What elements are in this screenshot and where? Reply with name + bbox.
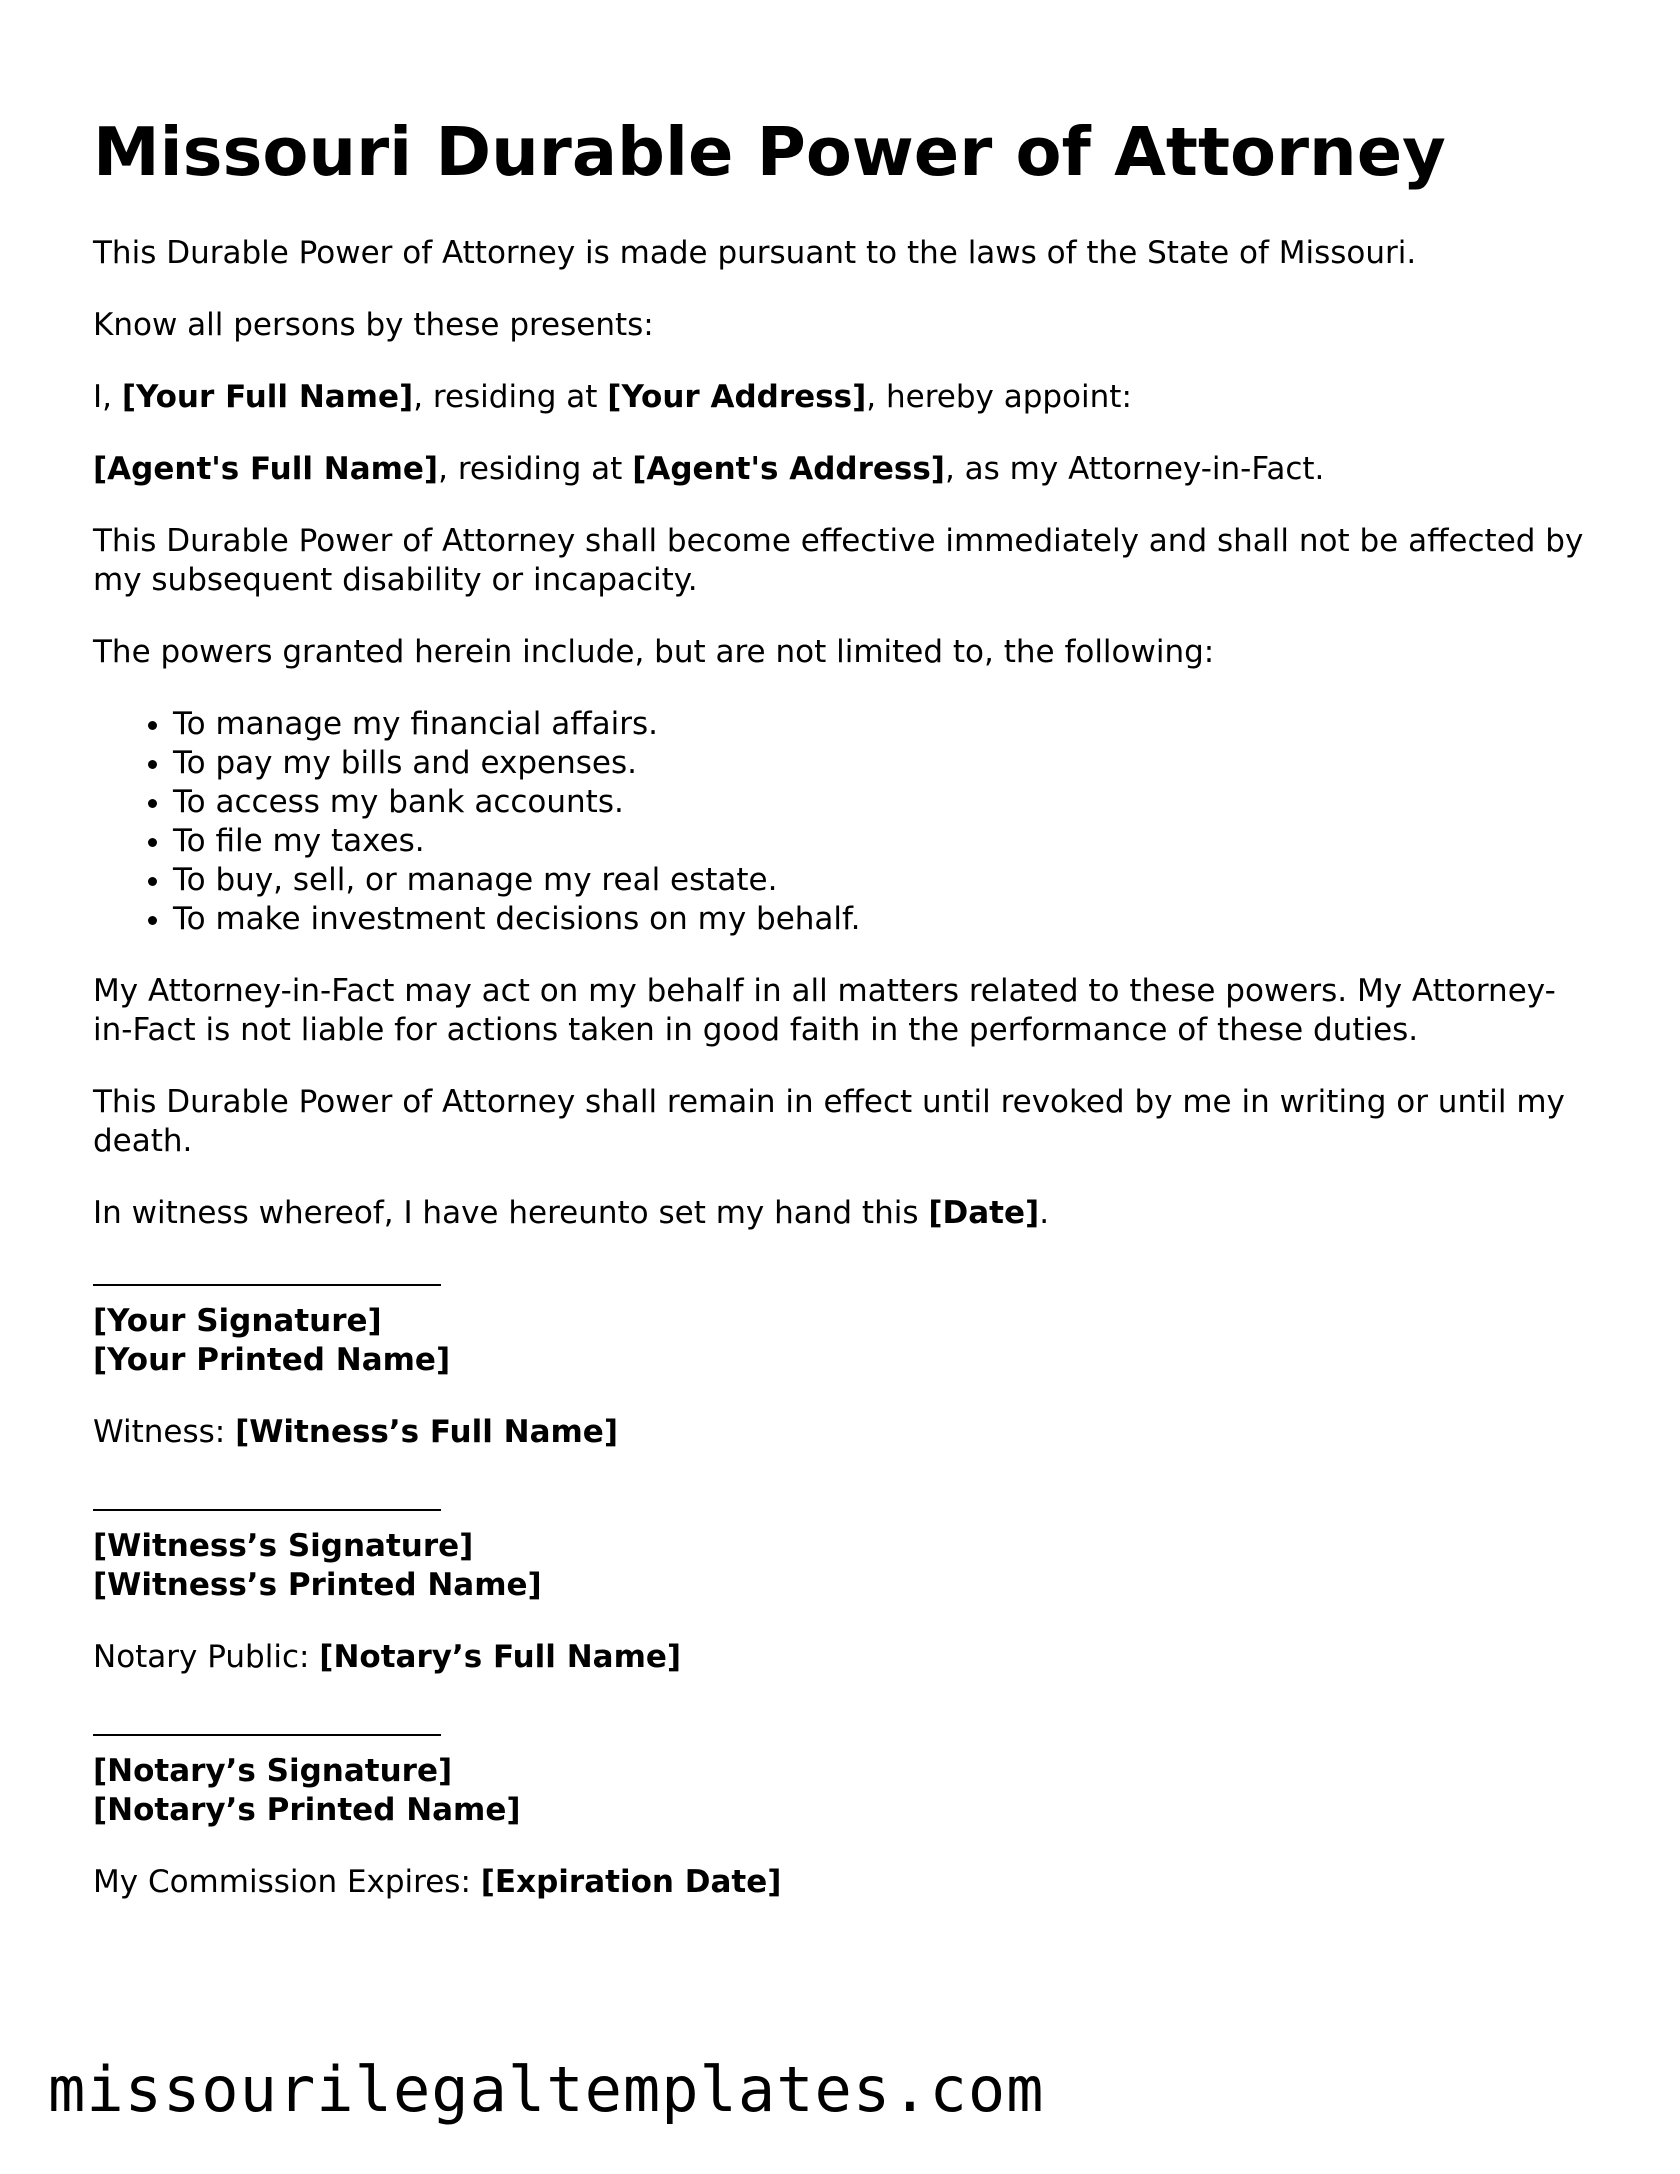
notary-label: Notary Public: — [93, 1639, 320, 1675]
list-item: • To make investment decisions on my behalf. — [173, 900, 1593, 939]
list-item: • To file my taxes. — [173, 822, 1593, 861]
powers-list — [93, 705, 1593, 939]
principal-signature-placeholder: [Your Signature] — [93, 1303, 382, 1339]
site-watermark: missourilegaltemplates.com — [48, 2053, 1045, 2126]
list-item: • To manage my financial affairs. — [173, 705, 1593, 744]
list-item: • To access my bank accounts. — [173, 783, 1593, 822]
document — [93, 112, 1593, 1935]
agent-name-placeholder: [Agent's Full Name] — [93, 451, 439, 487]
principal-address-placeholder: [Your Address] — [607, 379, 867, 415]
principal-signature-block — [93, 1266, 1593, 1380]
notary-signature-line[interactable] — [93, 1716, 441, 1736]
witness-signature-line[interactable] — [93, 1491, 441, 1511]
witness-signature-placeholder: [Witness’s Signature] — [93, 1528, 474, 1564]
notary-signature-placeholder: [Notary’s Signature] — [93, 1753, 453, 1789]
list-item: • To pay my bills and expenses. — [173, 744, 1593, 783]
principal-printed-name-placeholder: [Your Printed Name] — [93, 1342, 451, 1378]
commission-label: My Commission Expires: — [93, 1864, 481, 1900]
witness-signature-block — [93, 1491, 1593, 1605]
notary-printed-name-placeholder: [Notary’s Printed Name] — [93, 1792, 521, 1828]
principal-middle: , residing at — [413, 379, 608, 415]
agent-suffix: , as my Attorney-in-Fact. — [944, 451, 1325, 487]
remain-in-effect-paragraph: This Durable Power of Attorney shall remain in effect until revoked by me in writing or until my death. — [93, 1084, 1565, 1159]
commission-paragraph — [93, 1863, 1593, 1902]
notary-name-placeholder: [Notary’s Full Name] — [319, 1639, 682, 1675]
principal-suffix: , hereby appoint: — [866, 379, 1132, 415]
expiration-date-placeholder: [Expiration Date] — [480, 1864, 782, 1900]
witness-printed-name-placeholder: [Witness’s Printed Name] — [93, 1567, 542, 1603]
date-placeholder: [Date] — [928, 1195, 1040, 1231]
agent-middle: , residing at — [438, 451, 633, 487]
agent-paragraph — [93, 450, 1593, 489]
principal-signature-line[interactable] — [93, 1266, 441, 1286]
witness-clause-prefix: In witness whereof, I have hereunto set my hand this — [93, 1195, 929, 1231]
witness-label: Witness: — [93, 1414, 236, 1450]
principal-name-placeholder: [Your Full Name] — [121, 379, 414, 415]
principal-prefix: I, — [93, 379, 122, 415]
notary-name-paragraph — [93, 1638, 1593, 1677]
intro-paragraph: This Durable Power of Attorney is made pursuant to the laws of the State of Missouri. — [93, 235, 1417, 271]
list-item: • To buy, sell, or manage my real estate. — [173, 861, 1593, 900]
page-title: Missouri Durable Power of Attorney — [93, 113, 1446, 191]
act-on-behalf-paragraph: My Attorney-in-Fact may act on my behalf in all matters related to these powers. My Attorney-in-Fact is not liable for actions taken in good faith in the performance of these duties. — [93, 973, 1556, 1048]
know-all-paragraph: Know all persons by these presents: — [93, 307, 654, 343]
powers-intro-paragraph: The powers granted herein include, but are not limited to, the following: — [93, 634, 1215, 670]
witness-name-placeholder: [Witness’s Full Name] — [235, 1414, 618, 1450]
witness-clause-suffix: . — [1039, 1195, 1050, 1231]
notary-signature-block — [93, 1716, 1593, 1830]
witness-name-paragraph — [93, 1413, 1593, 1452]
agent-address-placeholder: [Agent's Address] — [632, 451, 945, 487]
witness-clause-paragraph — [93, 1194, 1593, 1233]
principal-paragraph — [93, 378, 1593, 417]
effective-paragraph: This Durable Power of Attorney shall become effective immediately and shall not be affected by my subsequent disability or incapacity. — [93, 523, 1584, 598]
